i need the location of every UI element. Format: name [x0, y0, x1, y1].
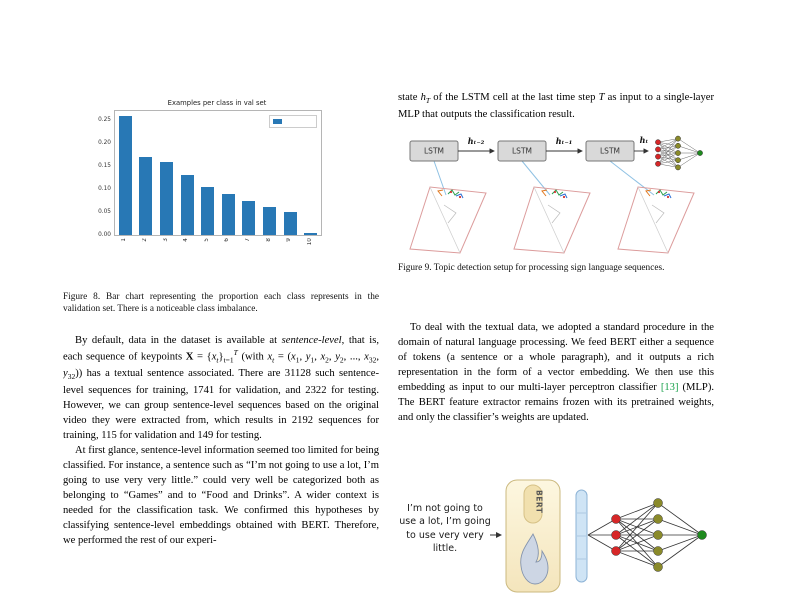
text-segment: x	[320, 351, 326, 363]
mlp-edge	[678, 146, 700, 153]
text-segment: y	[305, 351, 311, 363]
mlp-node	[655, 154, 660, 159]
mlp-edge	[658, 519, 702, 535]
text-segment: y	[335, 351, 340, 363]
bert-input-text: I’m not going to use a lot, I’m going to use very very little.	[399, 503, 491, 554]
text-segment: 2	[339, 355, 344, 365]
legend-swatch	[273, 119, 282, 124]
mlp-node	[654, 499, 663, 508]
x-tick-label: 4	[183, 238, 190, 242]
mlp-edge	[678, 153, 700, 167]
h-label-t: hₜ	[639, 135, 649, 145]
mlp-edge	[678, 153, 700, 160]
mlp-edge	[658, 503, 702, 535]
input-line	[434, 161, 446, 195]
left-column-body	[63, 333, 379, 601]
text-segment: 1	[295, 355, 300, 365]
mlp-node	[655, 140, 660, 145]
text-segment: x	[267, 351, 273, 363]
h-label-t-1: hₜ₋₁	[555, 136, 573, 146]
bert-mlp-diagram	[398, 478, 714, 598]
text-segment: 32	[368, 355, 377, 365]
text-segment: By default, data in the dataset is available at	[75, 335, 282, 346]
pose-sketch-2	[514, 187, 590, 253]
text-segment: }	[218, 351, 224, 363]
text-segment: ,	[299, 351, 306, 363]
mlp-node	[655, 147, 660, 152]
text-segment: To deal with the textual data, we adopted a standard procedure in the domain of natural language processing. We feed BERT either a sequence of tokens (a sentence or a whole paragraph), and it outputs a rich representation in the form of a vector embedding. We then use this embedding as input to our multi-layer perceptron classifier	[398, 322, 714, 394]
bar-class-7	[242, 201, 255, 235]
citation-link[interactable]: [13]	[660, 382, 679, 394]
mlp-node	[654, 563, 663, 572]
text-segment: , that is, each sequence of keypoints	[63, 335, 379, 363]
text-segment: T	[425, 96, 431, 106]
mlp-node	[654, 515, 663, 524]
text-segment: , ...,	[343, 351, 365, 363]
mlp-classifier-network	[588, 499, 707, 572]
bar-class-5	[201, 187, 214, 235]
text-segment: 32	[67, 372, 76, 382]
chart-plot-area	[98, 110, 322, 246]
bar-class-10	[304, 233, 317, 235]
bar-class-8	[263, 207, 276, 235]
mlp-edge	[678, 139, 700, 153]
right-column-intro	[398, 90, 714, 122]
mlp-node	[612, 531, 621, 540]
figure9-lstm-diagram	[398, 133, 714, 259]
text-segment: )) has a textual sentence associated. There are 31128 such sentence-level sequences for training, 1741 for validation, and 2322 for testing. However, we can group sentence-level sequences based on the original video they were extracted from, which results in 2192 sequences for training, 115 for validation and 149 for testing.	[63, 368, 379, 442]
mlp-edge	[658, 535, 702, 567]
chart-title: Examples per class in val set	[167, 99, 267, 107]
figure8-caption: Figure 8. Bar chart representing the proportion each class represents in the validation set. There is a noticeable class imbalance.	[63, 292, 379, 314]
paragraph-bert	[398, 320, 714, 425]
text-segment: t	[272, 355, 275, 365]
paragraph-sentence-level	[63, 443, 379, 548]
mlp-edge	[616, 503, 658, 551]
lstm-label: LSTM	[512, 146, 532, 156]
text-segment: At first glance, sentence-level information seemed too limited for being classified. For instance, a sentence such as “I’m not going to use a lot, I’m going to use very very little.” could very well be categorized both as belonging to “Games” and to “Food and Drinks”. A wider context is needed for the classification task. We confirmed this hypotheses by classifying sentence-level embeddings obtained with BERT. Therefore, we performed the rest of our experi-	[63, 445, 379, 547]
input-line	[610, 161, 654, 195]
text-segment: 1	[310, 355, 315, 365]
x-tick-label: 10	[306, 238, 313, 246]
x-tick-label: 8	[265, 238, 272, 242]
mlp-node	[655, 161, 660, 166]
paragraph-dataset	[63, 333, 379, 443]
mlp-node	[675, 136, 680, 141]
y-tick-label: 0.25	[98, 116, 111, 123]
figure8-bar-chart	[84, 98, 332, 266]
mlp-edge	[616, 503, 658, 519]
text-segment: T	[598, 92, 605, 103]
h-label-t-2: hₜ₋₂	[467, 136, 485, 146]
mlp-edge	[658, 535, 702, 551]
bert-label: BERT	[534, 490, 544, 514]
text-segment: (MLP). The BERT feature extractor remains frozen with its pretrained weights, and only the classifier’s weights are updated.	[398, 382, 714, 424]
mlp-node	[698, 531, 707, 540]
x-tick-label: 9	[286, 238, 293, 242]
text-segment: as input to a single-layer MLP that outputs the classification result.	[398, 92, 714, 120]
text-segment: x	[364, 351, 369, 363]
text-segment: x	[291, 351, 296, 363]
lstm-label: LSTM	[424, 146, 444, 156]
x-tick-label: 3	[162, 238, 169, 242]
text-segment: T	[233, 348, 238, 358]
text-segment: ,	[328, 351, 336, 363]
text-segment: x	[211, 351, 217, 363]
y-tick-label: 0.00	[98, 231, 111, 238]
text-segment: y	[63, 368, 68, 380]
chart-legend	[269, 115, 317, 128]
figure9-caption: Figure 9. Topic detection setup for processing sign language sequences.	[398, 263, 665, 273]
text-segment: of the LSTM cell at the last time step	[430, 92, 599, 103]
lstm-label: LSTM	[600, 146, 620, 156]
y-tick-label: 0.15	[98, 162, 111, 169]
mlp-node	[675, 143, 680, 148]
bar-class-9	[284, 212, 297, 235]
y-tick-label: 0.05	[98, 208, 111, 215]
bar-class-2	[139, 157, 152, 235]
mlp-network	[655, 136, 702, 170]
mlp-node	[697, 150, 702, 155]
text-segment: t	[216, 355, 219, 365]
text-segment: (with	[237, 351, 268, 363]
x-tick-label: 1	[121, 238, 128, 242]
x-tick-label: 6	[224, 238, 231, 242]
mlp-node	[675, 150, 680, 155]
paragraph-lstm-intro	[398, 90, 714, 122]
bar-class-6	[222, 194, 235, 235]
text-segment: X	[185, 351, 194, 363]
mlp-node	[675, 165, 680, 170]
x-tick-label: 5	[203, 238, 210, 242]
text-segment: = {	[193, 351, 212, 363]
text-segment: t=1	[223, 355, 234, 365]
text-segment: sentence-level	[281, 335, 342, 346]
text-segment: = (	[274, 351, 291, 363]
x-tick-label: 7	[244, 238, 251, 242]
right-column-body	[398, 320, 714, 425]
text-segment: 2	[325, 355, 329, 365]
mlp-edge	[588, 535, 616, 551]
mlp-node	[612, 547, 621, 556]
text-segment: ,	[314, 351, 321, 363]
bar-class-4	[181, 175, 194, 235]
text-segment: ,	[376, 351, 379, 363]
y-tick-label: 0.20	[98, 139, 111, 146]
mlp-node	[675, 158, 680, 163]
text-segment: h	[420, 92, 426, 103]
mlp-edge	[616, 551, 658, 567]
text-segment: state	[398, 92, 421, 103]
mlp-edge	[588, 519, 616, 535]
pose-sketch-3	[618, 187, 694, 253]
mlp-node	[654, 547, 663, 556]
x-tick-label: 2	[141, 238, 148, 242]
mlp-node	[654, 531, 663, 540]
pose-sketch-1	[410, 187, 486, 253]
mlp-node	[612, 515, 621, 524]
y-tick-label: 0.10	[98, 185, 111, 192]
bar-class-1	[119, 116, 132, 235]
bar-class-3	[160, 162, 173, 235]
